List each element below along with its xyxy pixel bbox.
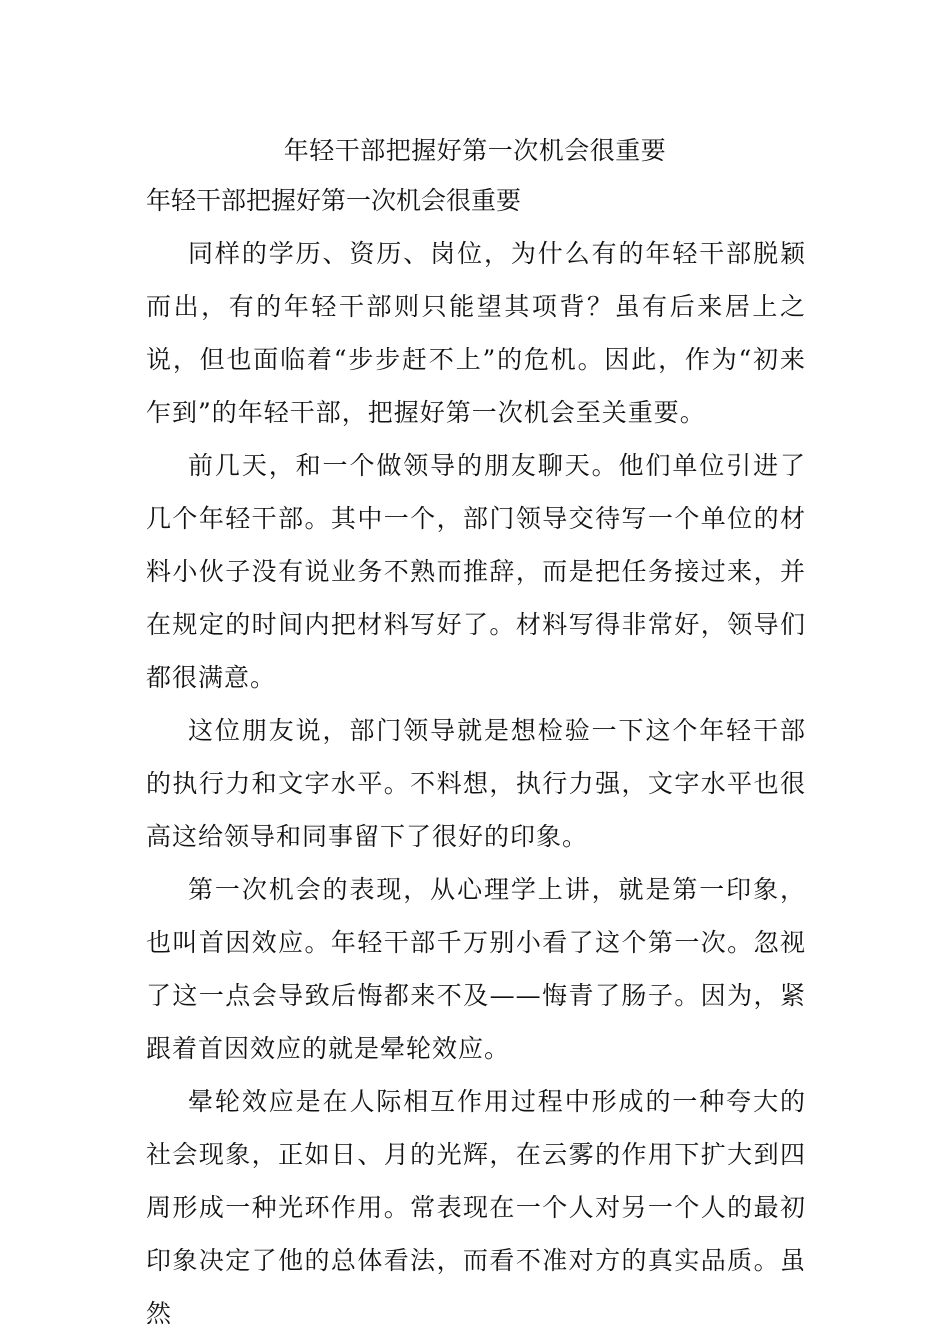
paragraph-1: 同样的学历、资历、岗位，为什么有的年轻干部脱颖而出，有的年轻干部则只能望其项背？虽有后来居上之说，但也面临着“步步赶不上”的危机。因此，作为“初来乍到”的年轻干部，把握好第一次机会至关重要。: [146, 239, 806, 427]
paragraph-3: 这位朋友说，部门领导就是想检验一下这个年轻干部的执行力和文字水平。不料想，执行力强，文字水平也很高这给领导和同事留下了很好的印象。: [146, 716, 806, 851]
document-title: 年轻干部把握好第一次机会很重要: [283, 136, 667, 165]
document-body: [146, 227, 806, 1340]
paragraph-5: 晕轮效应是在人际相互作用过程中形成的一种夸大的社会现象，正如日、月的光辉，在云雾的作用下扩大到四周形成一种光环作用。常表现在一个人对另一个人的最初印象决定了他的总体看法，而看不准对方的真实品质。虽然: [146, 1087, 806, 1328]
paragraph-4: 第一次机会的表现，从心理学上讲，就是第一印象，也叫首因效应。年轻干部千万别小看了这个第一次。忽视了这一点会导致后悔都来不及——悔青了肠子。因为，紧跟着首因效应的就是晕轮效应。: [146, 875, 806, 1063]
document-subtitle: 年轻干部把握好第一次机会很重要: [146, 186, 522, 215]
paragraph-2: 前几天，和一个做领导的朋友聊天。他们单位引进了几个年轻干部。其中一个，部门领导交待写一个单位的材料小伙子没有说业务不熟而推辞，而是把任务接过来，并在规定的时间内把材料写好了。材料写得非常好，领导们都很满意。: [146, 451, 806, 692]
